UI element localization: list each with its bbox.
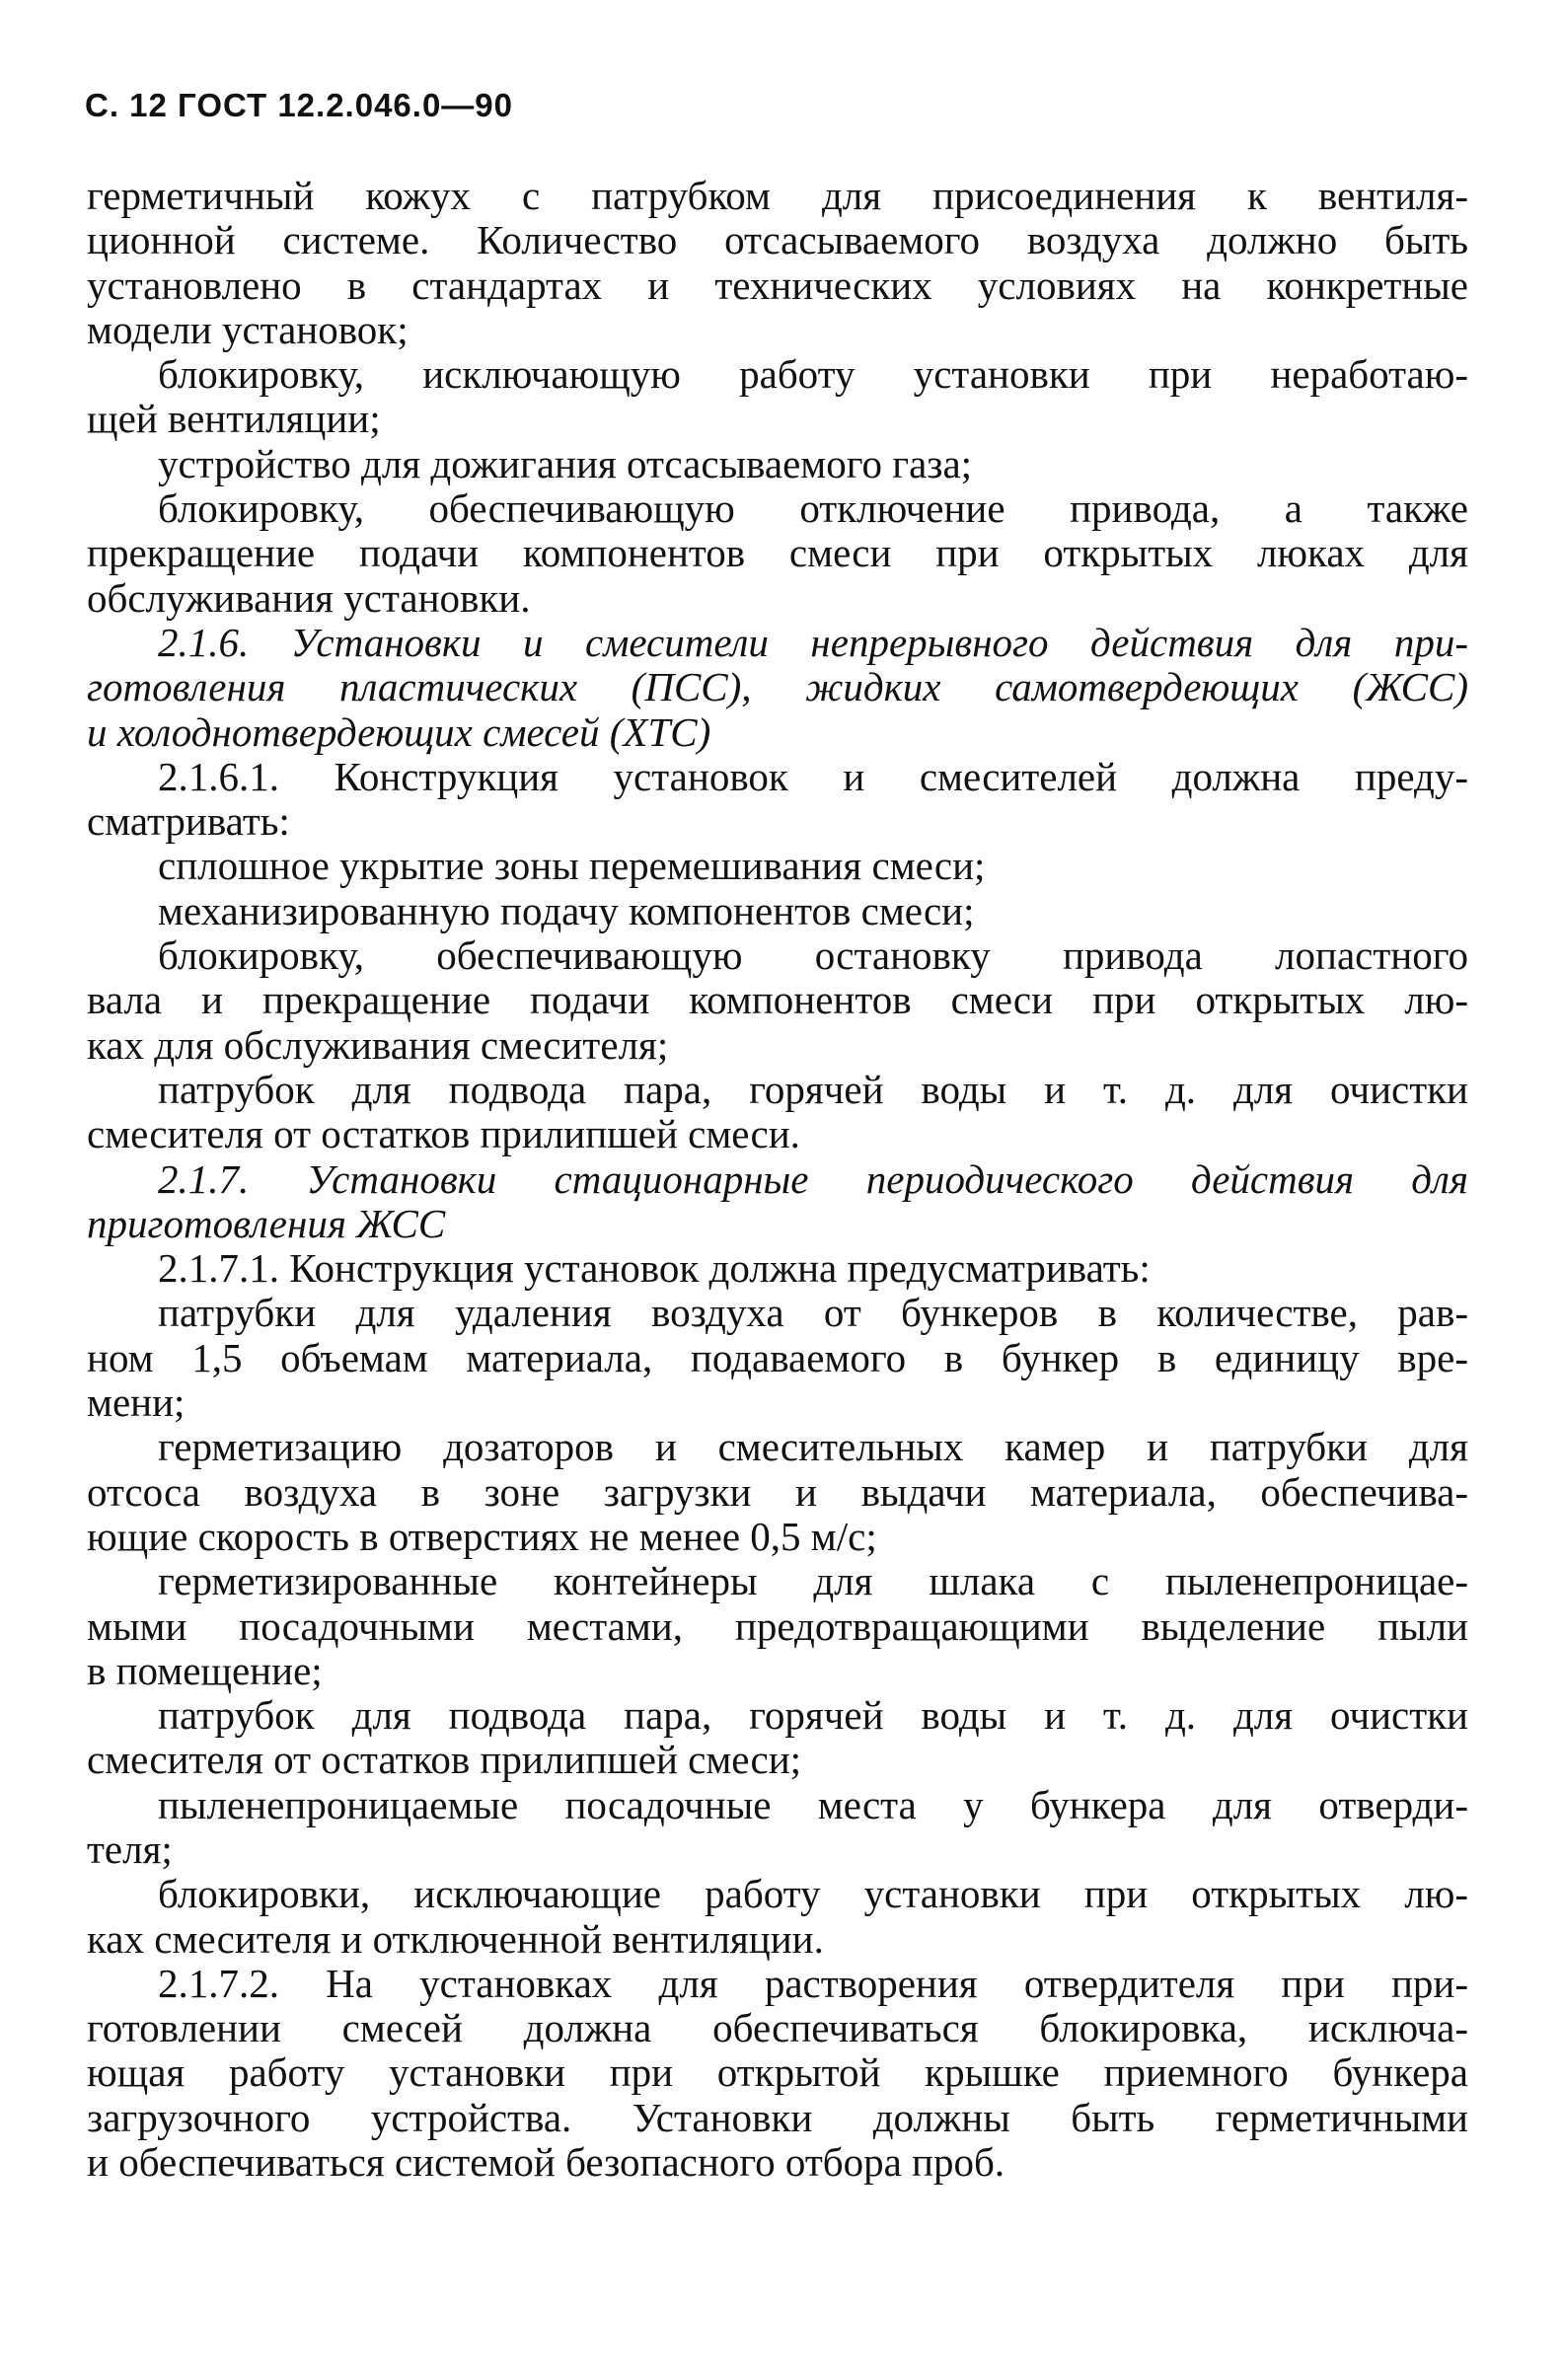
text-line: ющие скорость в отверстиях не менее 0,5 м/с; — [87, 1513, 877, 1559]
text-line: обслуживания установки. — [87, 574, 531, 621]
text-line: ках для обслуживания смесителя; — [87, 1021, 669, 1068]
text-line: блокировку, обеспечивающую отключение привода, а также — [158, 485, 1468, 532]
text-line: мени; — [87, 1379, 186, 1426]
text-line: герметизированные контейнеры для шлака с пыленепроницае- — [158, 1558, 1468, 1604]
text-line: ках смесителя и отключенной вентиляции. — [87, 1915, 824, 1962]
text-line: и холоднотвердеющих смесей (ХТС) — [87, 708, 711, 755]
text-line: смесителя от остатков прилипшей смеси. — [87, 1111, 800, 1157]
text-line: щей вентиляции; — [87, 396, 381, 442]
text-line: мыми посадочными местами, предотвращающими выделение пыли — [87, 1602, 1468, 1649]
text-line: механизированную подачу компонентов смеси; — [158, 887, 975, 933]
text-line: блокировку, исключающую работу установки при неработаю- — [158, 351, 1468, 398]
text-line: устройство для дожигания отсасываемого газа; — [158, 440, 973, 486]
text-line: прекращение подачи компонентов смеси при открытых люках для — [87, 530, 1468, 576]
text-line: отсоса воздуха в зоне загрузки и выдачи материала, обеспечива- — [87, 1468, 1468, 1515]
text-line: сплошное укрытие зоны перемешивания смеси; — [158, 843, 986, 889]
text-line: блокировку, обеспечивающую остановку привода лопастного — [158, 932, 1468, 979]
text-line: вала и прекращение подачи компонентов смеси при открытых лю- — [87, 977, 1468, 1023]
text-line: 2.1.6. Установки и смесители непрерывного действия для при- — [158, 619, 1468, 665]
text-line: ционной системе. Количество отсасываемого воздуха должно быть — [87, 217, 1468, 263]
text-line: готовлении смесей должна обеспечиваться блокировка, исключа- — [87, 2005, 1468, 2051]
text-line: 2.1.7.2. На установках для растворения отвердителя при при- — [158, 1960, 1468, 2006]
text-line: герметизацию дозаторов и смесительных камер и патрубки для — [158, 1424, 1468, 1470]
text-line: 2.1.7.1. Конструкция установок должна предусматривать: — [158, 1245, 1151, 1292]
text-line: загрузочного устройства. Установки должны быть герметичными — [87, 2094, 1468, 2140]
text-line: готовления пластических (ПСС), жидких самотвердеющих (ЖСС) — [87, 664, 1468, 710]
text-line: патрубок для подвода пара, горячей воды и т. д. для очистки — [158, 1066, 1468, 1112]
text-line: 2.1.7. Установки стационарные периодического действия для — [158, 1155, 1468, 1202]
text-line: пыленепроницаемые посадочные места у бункера для отверди- — [158, 1781, 1468, 1827]
text-line: модели установок; — [87, 306, 409, 352]
text-line: сматривать: — [87, 798, 290, 845]
body-text — [87, 174, 1468, 2185]
text-line: смесителя от остатков прилипшей смеси; — [87, 1737, 802, 1783]
text-line: 2.1.6.1. Конструкция установок и смесителей должна преду- — [158, 753, 1468, 799]
text-line: патрубки для удаления воздуха от бункеров в количестве, рав- — [158, 1290, 1468, 1336]
text-line: патрубок для подвода пара, горячей воды и т. д. для очистки — [158, 1692, 1468, 1739]
text-line: приготовления ЖСС — [87, 1200, 446, 1246]
text-line: установлено в стандартах и технических условиях на конкретные — [87, 261, 1468, 308]
page-header: С. 12 ГОСТ 12.2.046.0—90 — [85, 87, 514, 123]
text-line: теля; — [87, 1825, 173, 1872]
text-line: ном 1,5 объемам материала, подаваемого в бункер в единицу вре- — [87, 1334, 1468, 1380]
text-line: герметичный кожух с патрубком для присоединения к вентиля- — [87, 173, 1468, 218]
text-line: блокировки, исключающие работу установки при открытых лю- — [158, 1871, 1468, 1917]
text-line: и обеспечиваться системой безопасного отбора проб. — [87, 2139, 1005, 2186]
text-line: ющая работу установки при открытой крышке приемного бункера — [87, 2049, 1468, 2096]
text-line: в помещение; — [87, 1647, 323, 1693]
